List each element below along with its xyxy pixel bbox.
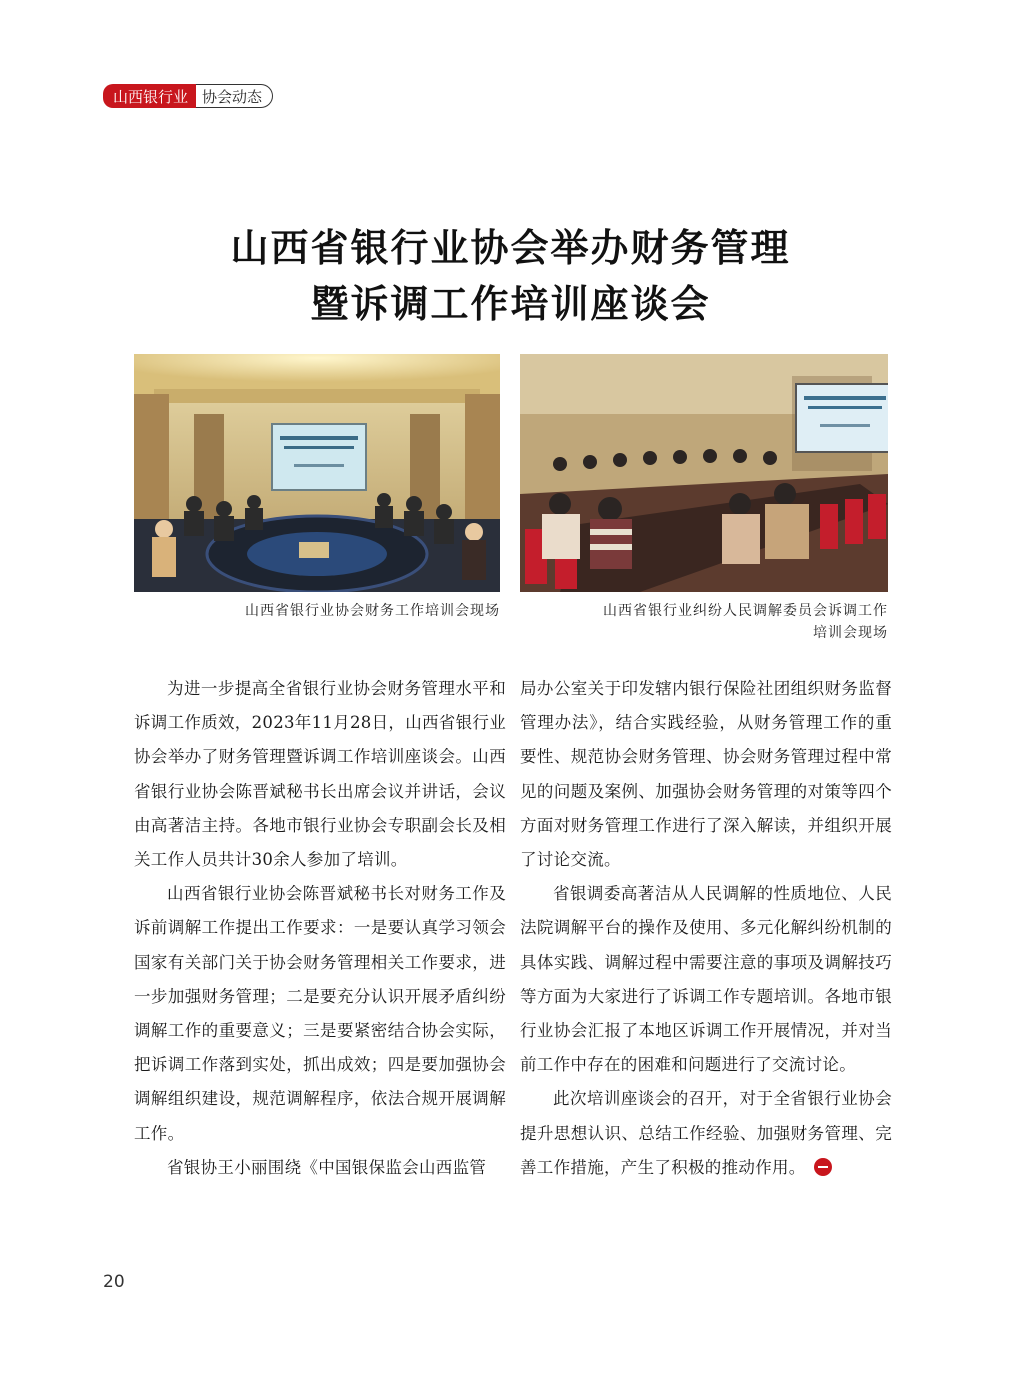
page-number: 20 — [103, 1272, 125, 1292]
article-title-line-2: 暨诉调工作培训座谈会 — [310, 281, 711, 326]
paragraph-5-text: 此次培训座谈会的召开，对于全省银行业协会提升思想认识、总结工作经验、加强财务管理、完善工作措施，产生了积极的推动作用。 — [520, 1089, 892, 1177]
body-column-left — [134, 672, 506, 1185]
article-title-line-1: 山西省银行业协会举办财务管理 — [230, 225, 791, 270]
section-tag-primary: 山西银行业 — [103, 84, 196, 108]
photo-caption-2-line-2: 培训会现场 — [813, 625, 888, 641]
paragraph-4: 省银调委高著洁从人民调解的性质地位、人民法院调解平台的操作及使用、多元化解纠纷机制的具体实践、调解过程中需要注意的事项及调解技巧等方面为大家进行了诉调工作专题培训。各地市银行业协会汇报了本地区诉调工作开展情况，并对当前工作中存在的困难和问题进行了交流讨论。 — [520, 884, 892, 1075]
photo-caption-2 — [520, 600, 888, 644]
paragraph-3-start: 省银协王小丽围绕《中国银保监会山西监管 — [167, 1157, 487, 1177]
section-tag-secondary: 协会动态 — [196, 84, 273, 108]
paragraph-5 — [520, 1082, 892, 1185]
paragraph-3-continued: 局办公室关于印发辖内银行保险社团组织财务监督管理办法》，结合实践经验，从财务管理工作的重要性、规范协会财务管理、协会财务管理过程中常见的问题及案例、加强协会财务管理的对策等四个方面对财务管理工作进行了深入解读，并组织开展了讨论交流。 — [520, 679, 892, 870]
paragraph-1: 为进一步提高全省银行业协会财务管理水平和诉调工作质效，2023年11月28日，山西省银行业协会举办了财务管理暨诉调工作培训座谈会。山西省银行业协会陈晋斌秘书长出席会议并讲话，会议由高著洁主持。各地市银行业协会专职副会长及相关工作人员共计30余人参加了培训。 — [134, 679, 506, 870]
body-column-right — [520, 672, 892, 1185]
paragraph-2: 山西省银行业协会陈晋斌秘书长对财务工作及诉前调解工作提出工作要求：一是要认真学习领会国家有关部门关于协会财务管理相关工作要求，进一步加强财务管理；二是要充分认识开展矛盾纠纷调解工作的重要意义；三是要紧密结合协会实际，把诉调工作落到实处，抓出成效；四是要加强协会调解组织建设，规范调解程序，依法合规开展调解工作。 — [134, 884, 506, 1143]
photo-meeting-2 — [520, 354, 888, 592]
article-end-icon — [814, 1158, 832, 1176]
photo-caption-1: 山西省银行业协会财务工作培训会现场 — [245, 603, 500, 619]
section-tag — [103, 84, 273, 108]
photo-meeting-1 — [134, 354, 500, 592]
photo-caption-2-line-1: 山西省银行业纠纷人民调解委员会诉调工作 — [603, 603, 888, 619]
article-title — [0, 220, 1021, 332]
